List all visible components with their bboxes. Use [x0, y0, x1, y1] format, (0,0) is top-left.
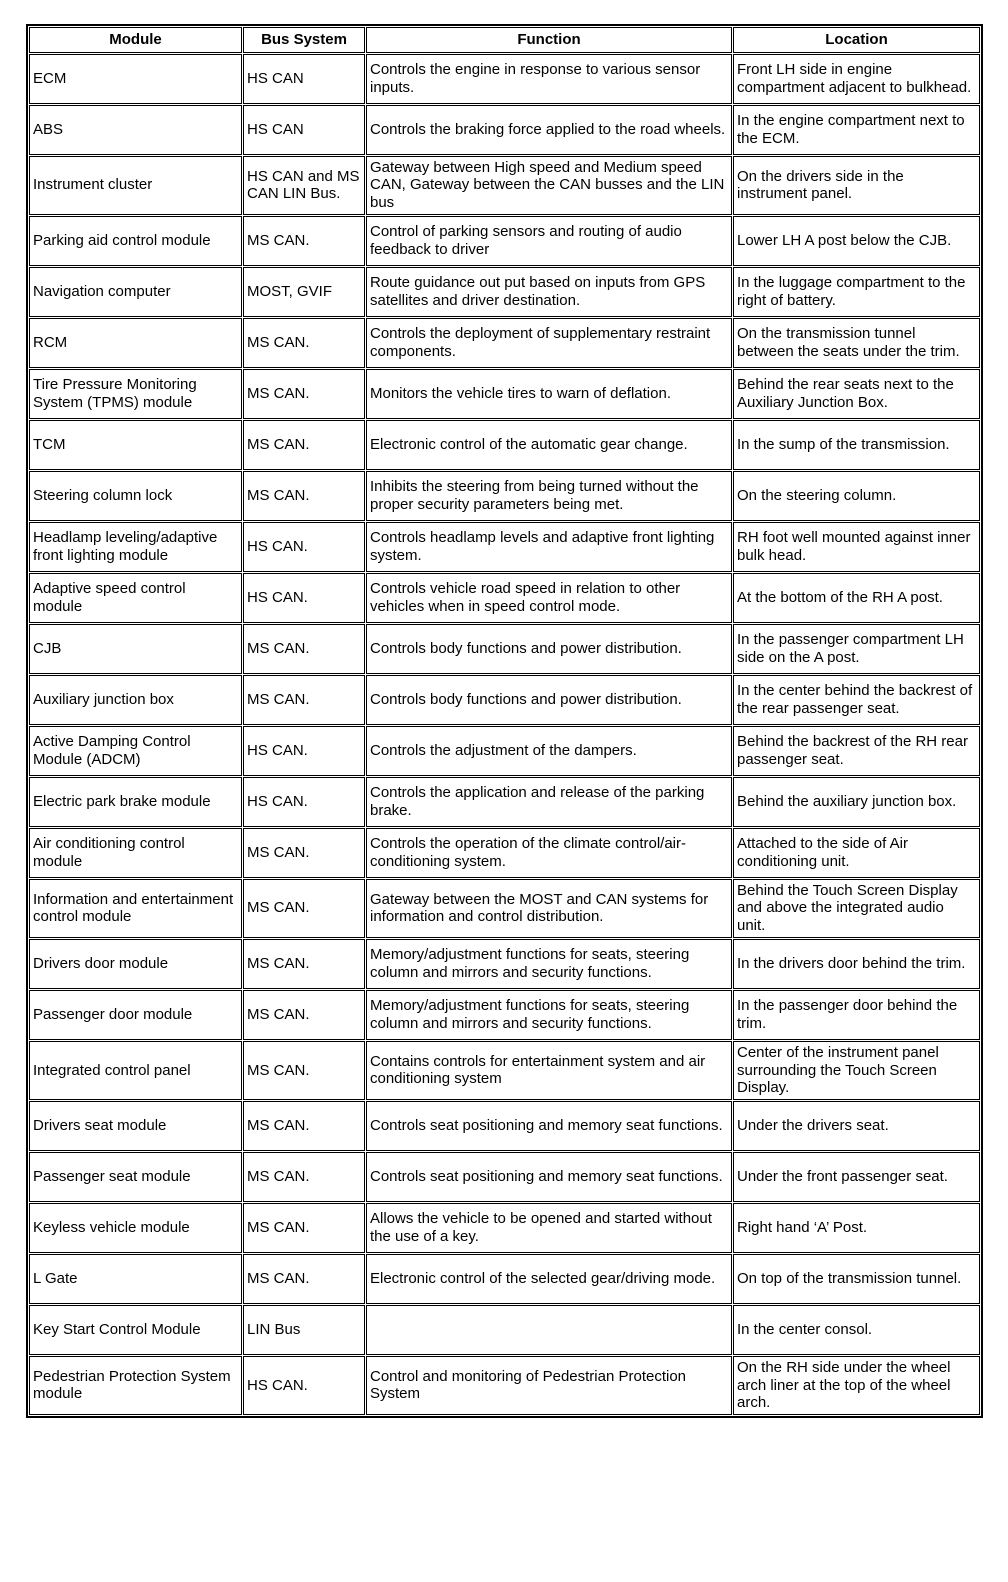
- cell-function: Gateway between High speed and Medium speed CAN, Gateway between the CAN busses and the LIN bus: [366, 156, 732, 215]
- cell-function: Contains controls for entertainment system and air conditioning system: [366, 1041, 732, 1100]
- table-row: [29, 1041, 980, 1100]
- table-row: [29, 216, 980, 266]
- cell-module: TCM: [29, 420, 242, 470]
- cell-function: Electronic control of the selected gear/driving mode.: [366, 1254, 732, 1304]
- cell-bus: MS CAN.: [243, 471, 365, 521]
- cell-function: Memory/adjustment functions for seats, steering column and mirrors and security functions.: [366, 990, 732, 1040]
- cell-module: Passenger door module: [29, 990, 242, 1040]
- cell-location: In the sump of the transmission.: [733, 420, 980, 470]
- cell-module: Navigation computer: [29, 267, 242, 317]
- table-row: [29, 1101, 980, 1151]
- cell-bus: MS CAN.: [243, 939, 365, 989]
- cell-module: CJB: [29, 624, 242, 674]
- cell-bus: HS CAN.: [243, 726, 365, 776]
- cell-module: Passenger seat module: [29, 1152, 242, 1202]
- cell-location: Front LH side in engine compartment adjacent to bulkhead.: [733, 54, 980, 104]
- cell-function: Memory/adjustment functions for seats, steering column and mirrors and security functions.: [366, 939, 732, 989]
- cell-location: On the RH side under the wheel arch liner at the top of the wheel arch.: [733, 1356, 980, 1415]
- cell-location: In the drivers door behind the trim.: [733, 939, 980, 989]
- cell-bus: MS CAN.: [243, 624, 365, 674]
- cell-function: Controls body functions and power distribution.: [366, 624, 732, 674]
- table-row: [29, 939, 980, 989]
- table-row: [29, 156, 980, 215]
- cell-function: Controls the braking force applied to the road wheels.: [366, 105, 732, 155]
- table-row: [29, 471, 980, 521]
- cell-bus: HS CAN and MS CAN LIN Bus.: [243, 156, 365, 215]
- cell-location: Behind the auxiliary junction box.: [733, 777, 980, 827]
- cell-function: Controls the operation of the climate control/air-conditioning system.: [366, 828, 732, 878]
- table-row: [29, 1203, 980, 1253]
- cell-module: Drivers seat module: [29, 1101, 242, 1151]
- cell-module: Keyless vehicle module: [29, 1203, 242, 1253]
- table-row: [29, 54, 980, 104]
- cell-location: Lower LH A post below the CJB.: [733, 216, 980, 266]
- cell-location: Behind the Touch Screen Display and above the integrated audio unit.: [733, 879, 980, 938]
- header-bus-system: Bus System: [243, 27, 365, 53]
- table-row: [29, 675, 980, 725]
- cell-location: Center of the instrument panel surrounding the Touch Screen Display.: [733, 1041, 980, 1100]
- cell-location: On the drivers side in the instrument panel.: [733, 156, 980, 215]
- table-row: [29, 573, 980, 623]
- cell-bus: MS CAN.: [243, 1152, 365, 1202]
- cell-function: [366, 1305, 732, 1355]
- table-row: [29, 369, 980, 419]
- cell-module: RCM: [29, 318, 242, 368]
- cell-location: Attached to the side of Air conditioning unit.: [733, 828, 980, 878]
- cell-module: Pedestrian Protection System module: [29, 1356, 242, 1415]
- cell-module: ECM: [29, 54, 242, 104]
- header-function: Function: [366, 27, 732, 53]
- cell-function: Controls the deployment of supplementary restraint components.: [366, 318, 732, 368]
- cell-function: Electronic control of the automatic gear change.: [366, 420, 732, 470]
- cell-function: Controls the engine in response to various sensor inputs.: [366, 54, 732, 104]
- cell-function: Control of parking sensors and routing of audio feedback to driver: [366, 216, 732, 266]
- cell-location: RH foot well mounted against inner bulk head.: [733, 522, 980, 572]
- cell-function: Controls the adjustment of the dampers.: [366, 726, 732, 776]
- table-header: [29, 27, 980, 53]
- cell-bus: HS CAN: [243, 54, 365, 104]
- cell-function: Controls the application and release of the parking brake.: [366, 777, 732, 827]
- cell-function: Controls seat positioning and memory seat functions.: [366, 1101, 732, 1151]
- table-row: [29, 624, 980, 674]
- cell-bus: LIN Bus: [243, 1305, 365, 1355]
- cell-module: Drivers door module: [29, 939, 242, 989]
- cell-bus: MS CAN.: [243, 1254, 365, 1304]
- cell-location: In the center behind the backrest of the rear passenger seat.: [733, 675, 980, 725]
- cell-module: Tire Pressure Monitoring System (TPMS) module: [29, 369, 242, 419]
- cell-function: Gateway between the MOST and CAN systems for information and control distribution.: [366, 879, 732, 938]
- table-row: [29, 1305, 980, 1355]
- cell-bus: MS CAN.: [243, 1041, 365, 1100]
- cell-function: Allows the vehicle to be opened and started without the use of a key.: [366, 1203, 732, 1253]
- cell-location: In the center consol.: [733, 1305, 980, 1355]
- cell-bus: MS CAN.: [243, 369, 365, 419]
- cell-bus: HS CAN: [243, 105, 365, 155]
- table-row: [29, 318, 980, 368]
- cell-module: Electric park brake module: [29, 777, 242, 827]
- cell-location: On the steering column.: [733, 471, 980, 521]
- cell-location: Behind the backrest of the RH rear passenger seat.: [733, 726, 980, 776]
- cell-location: At the bottom of the RH A post.: [733, 573, 980, 623]
- cell-location: In the passenger door behind the trim.: [733, 990, 980, 1040]
- cell-module: Key Start Control Module: [29, 1305, 242, 1355]
- table-row: [29, 777, 980, 827]
- cell-bus: MS CAN.: [243, 1203, 365, 1253]
- cell-module: Air conditioning control module: [29, 828, 242, 878]
- cell-bus: MS CAN.: [243, 828, 365, 878]
- cell-location: On the transmission tunnel between the seats under the trim.: [733, 318, 980, 368]
- cell-module: Information and entertainment control module: [29, 879, 242, 938]
- table-row: [29, 828, 980, 878]
- table-row: [29, 990, 980, 1040]
- cell-module: Integrated control panel: [29, 1041, 242, 1100]
- header-module: Module: [29, 27, 242, 53]
- table-row: [29, 267, 980, 317]
- cell-function: Control and monitoring of Pedestrian Protection System: [366, 1356, 732, 1415]
- modules-table: [26, 24, 983, 1418]
- cell-function: Controls vehicle road speed in relation to other vehicles when in speed control mode.: [366, 573, 732, 623]
- cell-bus: HS CAN.: [243, 1356, 365, 1415]
- table-row: [29, 726, 980, 776]
- cell-bus: MS CAN.: [243, 990, 365, 1040]
- cell-module: ABS: [29, 105, 242, 155]
- cell-bus: HS CAN.: [243, 777, 365, 827]
- cell-function: Inhibits the steering from being turned without the proper security parameters being met.: [366, 471, 732, 521]
- table-row: [29, 420, 980, 470]
- cell-module: Steering column lock: [29, 471, 242, 521]
- cell-bus: MS CAN.: [243, 879, 365, 938]
- cell-function: Controls body functions and power distribution.: [366, 675, 732, 725]
- table-row: [29, 1152, 980, 1202]
- cell-bus: MS CAN.: [243, 420, 365, 470]
- cell-location: Behind the rear seats next to the Auxiliary Junction Box.: [733, 369, 980, 419]
- cell-location: In the luggage compartment to the right of battery.: [733, 267, 980, 317]
- modules-table-body: [29, 54, 980, 1415]
- cell-location: In the passenger compartment LH side on the A post.: [733, 624, 980, 674]
- cell-bus: MS CAN.: [243, 216, 365, 266]
- cell-location: In the engine compartment next to the ECM.: [733, 105, 980, 155]
- cell-location: Under the drivers seat.: [733, 1101, 980, 1151]
- cell-bus: MOST, GVIF: [243, 267, 365, 317]
- table-row: [29, 1356, 980, 1415]
- cell-module: Active Damping Control Module (ADCM): [29, 726, 242, 776]
- cell-function: Controls headlamp levels and adaptive front lighting system.: [366, 522, 732, 572]
- cell-location: Under the front passenger seat.: [733, 1152, 980, 1202]
- cell-function: Controls seat positioning and memory seat functions.: [366, 1152, 732, 1202]
- table-row: [29, 1254, 980, 1304]
- header-location: Location: [733, 27, 980, 53]
- cell-function: Monitors the vehicle tires to warn of deflation.: [366, 369, 732, 419]
- table-row: [29, 105, 980, 155]
- cell-module: Adaptive speed control module: [29, 573, 242, 623]
- cell-location: On top of the transmission tunnel.: [733, 1254, 980, 1304]
- header-row: [29, 27, 980, 53]
- cell-bus: HS CAN.: [243, 522, 365, 572]
- table-row: [29, 522, 980, 572]
- cell-location: Right hand ‘A’ Post.: [733, 1203, 980, 1253]
- cell-module: Headlamp leveling/adaptive front lighting module: [29, 522, 242, 572]
- cell-function: Route guidance out put based on inputs from GPS satellites and driver destination.: [366, 267, 732, 317]
- cell-module: L Gate: [29, 1254, 242, 1304]
- cell-module: Auxiliary junction box: [29, 675, 242, 725]
- cell-bus: MS CAN.: [243, 318, 365, 368]
- cell-bus: MS CAN.: [243, 675, 365, 725]
- table-row: [29, 879, 980, 938]
- cell-module: Parking aid control module: [29, 216, 242, 266]
- cell-bus: MS CAN.: [243, 1101, 365, 1151]
- cell-bus: HS CAN.: [243, 573, 365, 623]
- cell-module: Instrument cluster: [29, 156, 242, 215]
